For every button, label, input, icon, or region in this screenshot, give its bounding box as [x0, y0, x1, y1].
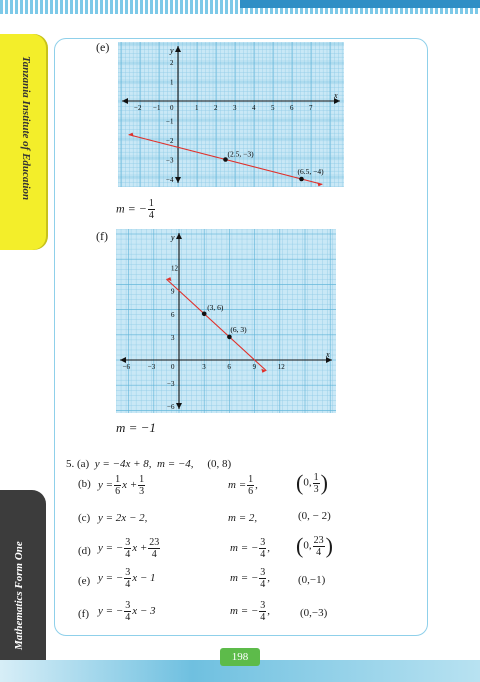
x-tick-label: 3: [202, 363, 206, 371]
x-axis-label: x: [334, 91, 338, 100]
point-label: (3, 6): [207, 302, 224, 312]
y-tick-label: −6: [167, 403, 175, 412]
q5-a-row: 5. (a) y = −4x + 8, m = −4, (0, 8): [66, 458, 232, 470]
q5-d-label: (d): [78, 545, 91, 557]
point-marker: [227, 335, 232, 340]
q5-f-point: (0,−3): [300, 607, 328, 619]
x-tick-label: 3: [233, 104, 237, 112]
q5-e-label: (e): [78, 575, 91, 587]
grid-background: [118, 42, 344, 187]
point-label: (6.5, −4): [297, 167, 324, 176]
q5-c-slope: m = 2,: [228, 512, 258, 524]
y-tick-label: −4: [166, 176, 174, 184]
q5-e-point: (0,−1): [298, 574, 326, 586]
top-decor-solid: [240, 0, 480, 8]
x-tick-label: 9: [252, 363, 257, 371]
x-tick-label: −1: [153, 104, 161, 112]
x-tick-label: 0: [170, 104, 174, 112]
x-tick-label: 1: [195, 104, 199, 112]
y-axis-label: y: [171, 233, 175, 242]
q5-b-label: (b): [78, 478, 91, 490]
x-tick-label: 5: [271, 104, 275, 112]
y-tick-label: −1: [166, 117, 174, 126]
sidebar-book-text: Mathematics Form One: [13, 541, 25, 650]
y-tick-label: 6: [171, 310, 175, 319]
q5-d-equation: y = − $\frac{3}{4}$ x + $\frac{23}{4}$: [98, 537, 160, 560]
q5-c-point: (0, − 2): [298, 510, 331, 522]
part-f-slope: m = −1: [116, 420, 156, 435]
q5-b-slope: m = $\frac{1}{6}$ ,: [228, 474, 258, 497]
part-e-label: (e): [96, 40, 110, 54]
point-marker: [202, 312, 207, 317]
y-tick-label: −2: [166, 137, 174, 145]
q5-b-point: (0, $\frac{1}{3}$ ): [296, 470, 328, 495]
y-tick-label: −3: [167, 380, 175, 389]
x-tick-label: 12: [277, 363, 285, 371]
y-tick-label: 2: [170, 59, 174, 67]
page-number: 198: [220, 648, 260, 666]
point-label: (6, 3): [230, 324, 247, 334]
q5-f-label: (f): [78, 608, 89, 620]
q5-d-slope: m = − $\frac{3}{4}$ ,: [230, 537, 271, 560]
y-axis-label: y: [170, 46, 174, 55]
y-tick-label: 12: [171, 264, 178, 273]
x-tick-label: 4: [252, 104, 256, 112]
q5-e-slope: m = − $\frac{3}{4}$ ,: [230, 567, 271, 590]
y-tick-label: 9: [171, 287, 175, 296]
q5-b-equation: y = $\frac{1}{6}$ x + $\frac{1}{3}$: [98, 474, 145, 497]
x-tick-label: −3: [147, 363, 156, 371]
graph-e: [118, 42, 344, 187]
q5-c-label: (c): [78, 512, 91, 524]
part-f-label: (f): [96, 229, 108, 243]
q5-f-slope: m = − $\frac{3}{4}$ ,: [230, 600, 271, 623]
q5-c-equation: y = 2x − 2,: [98, 512, 148, 524]
y-tick-label: 1: [170, 78, 174, 87]
point-label: (2.5, −3): [227, 149, 254, 159]
sidebar-institute-text: Tanzania Institute of Education: [20, 56, 32, 201]
q5-d-point: (0, $\frac{23}{4}$ ): [296, 533, 333, 558]
q5-f-equation: y = − $\frac{3}{4}$ x − 3: [98, 600, 156, 623]
x-axis-label: x: [326, 350, 330, 359]
x-tick-label: 6: [227, 363, 231, 371]
x-tick-label: 7: [309, 104, 313, 112]
point-marker: [299, 177, 304, 182]
x-tick-label: −2: [134, 104, 142, 112]
y-tick-label: 3: [171, 333, 175, 342]
x-tick-label: 2: [214, 104, 218, 112]
x-tick-label: 0: [171, 363, 175, 371]
x-tick-label: 6: [290, 104, 294, 112]
y-tick-label: −3: [166, 156, 174, 165]
graph-f: [116, 229, 336, 413]
q5-e-equation: y = − $\frac{3}{4}$ x − 1: [98, 567, 156, 590]
x-tick-label: −6: [122, 363, 131, 371]
part-e-slope: m = − $\frac{1}{4}$: [116, 198, 154, 221]
